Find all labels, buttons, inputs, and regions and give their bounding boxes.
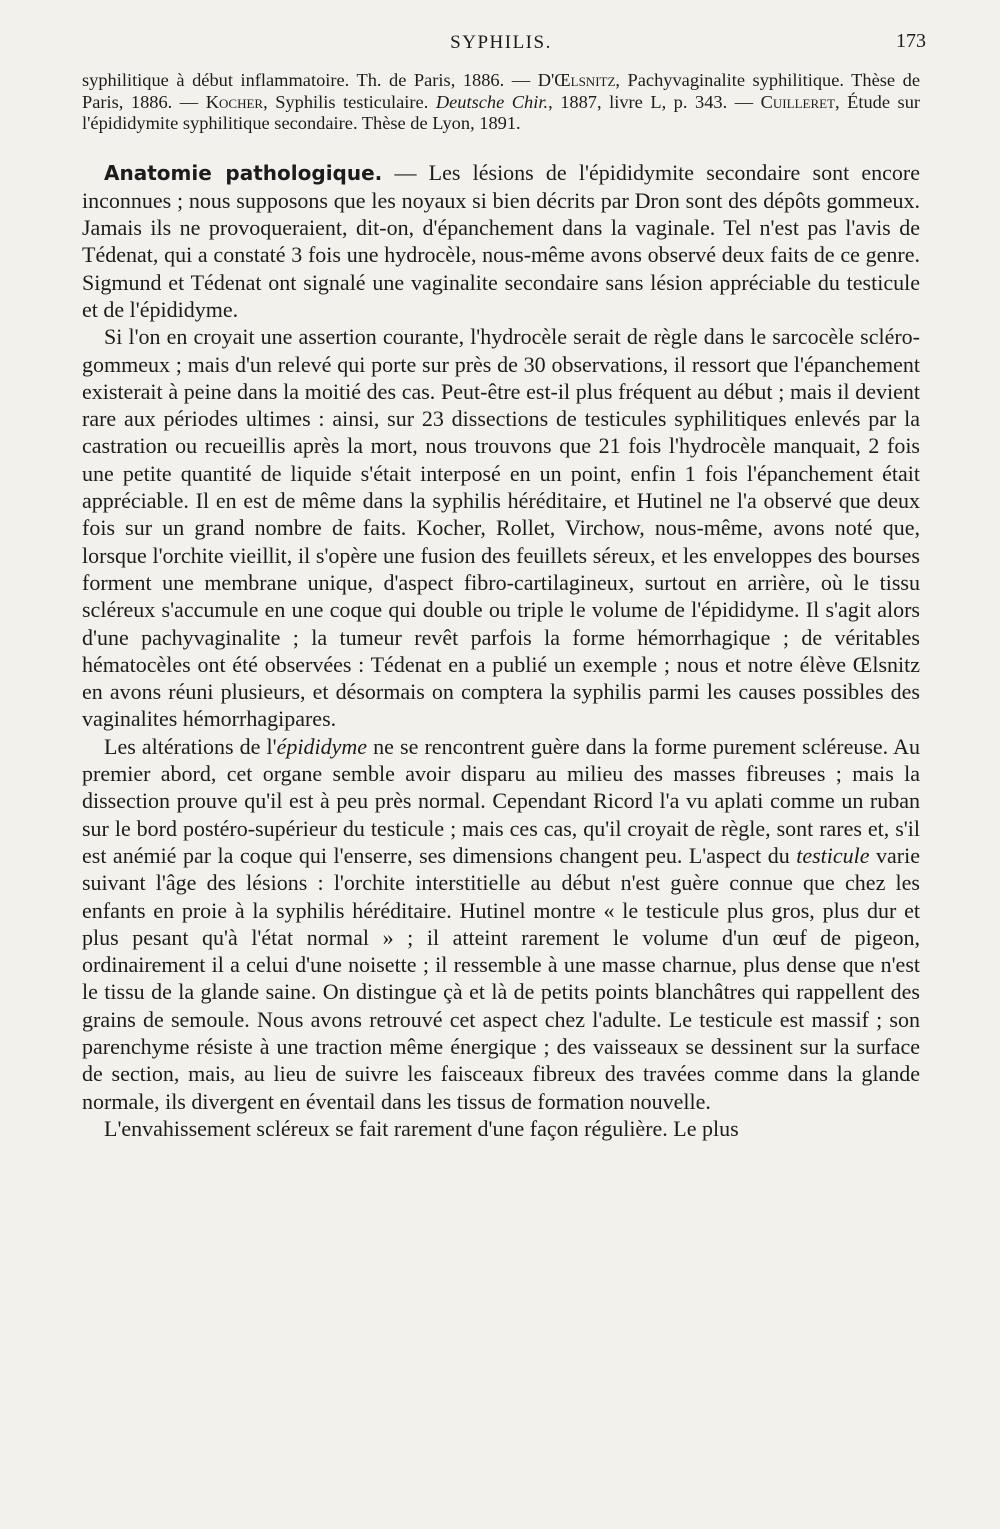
ref-text: , Pachyvaginalite syphilitique. Thèse de Paris, 1886. — [82,70,920,112]
paragraph-text: Les altérations de l' [104,733,277,759]
paragraph-text: varie suivant l'âge des lésions : l'orchite interstitielle au début n'est guère connue que chez les enfants en proie à la syphilis héréditaire. Hutinel montre « le testicule plus gros, plus dur et plus pesant qu'à l'état normal » ; il atteint rarement le volume d'un œuf de pigeon, ordinairement il a celui d'une noisette ; il ressemble à une masse charnue, plus dense que n'est le tissu de la glande saine. On distingue çà et là de petits points blanchâtres qui rappellent des grains de semoule. Nous avons retrouvé cet aspect chez l'adulte. Le testicule est massif ; son parenchyme résiste à une traction même énergique ; des vaisseaux se dessinent sur la surface de section, mais, au lieu de suivre les faisceaux fibreux des travées comme dans la glande normale, ils divergent en éventail dans les tissus de formation nouvelle. [82,842,920,1114]
ref-author: Kocher [205,91,264,112]
paragraph-text: — Les lésions de l'épididymite secondaire sont encore inconnues ; nous supposons que les noyaux si bien décrits par Dron sont des dépôts gommeux. Jamais ils ne provoqueraient, dit-on, d'épanchement dans la vaginale. Tel n'est pas l'avis de Tédenat, qui a constaté 3 fois une hydrocèle, nous-même avons observé deux faits de ce genre. Sigmund et Tédenat ont signalé une vaginalite secondaire sans lésion appréciable du testicule et de l'épididyme. [82,159,920,322]
page-header [82,0,926,53]
emphasis: épididyme [276,733,368,759]
ref-author: D'Œlsnitz [537,70,616,90]
paragraph [82,159,920,324]
ref-text: , Étude sur l'épididymite syphilitique secondaire. Thèse de Lyon, 1891. [82,91,921,133]
emphasis: testicule [796,842,870,868]
ref-text: syphilitique à début inflammatoire. Th. de Paris, 1886. — [82,70,538,90]
paragraph-text: ne se rencontrent guère dans la forme purement scléreuse. Au premier abord, cet organe semble avoir disparu au milieu des masses fibreuses ; mais la dissection prouve qu'il est à peu près normal. Cependant Ricord l'a vu aplati comme un ruban sur le bord postéro-supérieur du testicule ; mais ces cas, qu'il croyait de règle, sont rares et, s'il est anémié par la coque qui l'enserre, ses dimensions changent peu. L'aspect du [82,733,920,868]
bibliography-references [82,70,920,135]
ref-author: Cuilleret [760,91,835,112]
ref-text: , 1887, livre L, p. 343. — [548,91,761,112]
section-title: Anatomie pathologique. [104,160,383,185]
paragraph: Si l'on en croyait une assertion courante, l'hydrocèle serait de règle dans le sarcocèle scléro-gommeux ; mais d'un relevé qui porte sur près de 30 observations, il ressort que l'épanchement existerait à peine dans la moitié des cas. Peut-être est-il plus fréquent au début ; mais il devient rare aux périodes ultimes : ainsi, sur 23 dissections de testicules syphilitiques enlevés par la castration ou recueillis après la mort, nous trouvons que 21 fois l'hydrocèle manquait, 2 fois une petite quantité de liquide s'était interposé en un point, enfin 1 fois l'épanchement était appréciable. Il en est de même dans la syphilis héréditaire, et Hutinel ne l'a observé que deux fois sur un grand nombre de faits. Kocher, Rollet, Virchow, nous-même, avons noté que, lorsque l'orchite vieillit, il s'opère une fusion des feuillets séreux, et les enveloppes des bourses forment une membrane unique, d'aspect fibro-cartilagineux, surtout en arrière, où le tissu scléreux s'accumule en une coque qui double ou triple le volume de l'épididyme. Il s'agit alors d'une pachyvaginalite ; la tumeur revêt parfois la forme hémorrhagique ; de véritables hématocèles ont été observées : Tédenat en a publié un exemple ; nous et notre élève Œlsnitz en avons réuni plusieurs, et désormais on comptera la syphilis parmi les causes possibles des vaginalites hémorrhagipares. [82,324,920,732]
paragraph: L'envahissement scléreux se fait rarement d'une façon régulière. Le plus [104,1115,739,1141]
page-number: 173 [896,30,926,52]
ref-text: , Syphilis testiculaire. [263,91,436,112]
body-text [82,159,920,1143]
running-head: SYPHILIS. [450,32,552,53]
paragraph [82,733,920,1115]
ref-journal: Deutsche Chir. [435,91,549,112]
